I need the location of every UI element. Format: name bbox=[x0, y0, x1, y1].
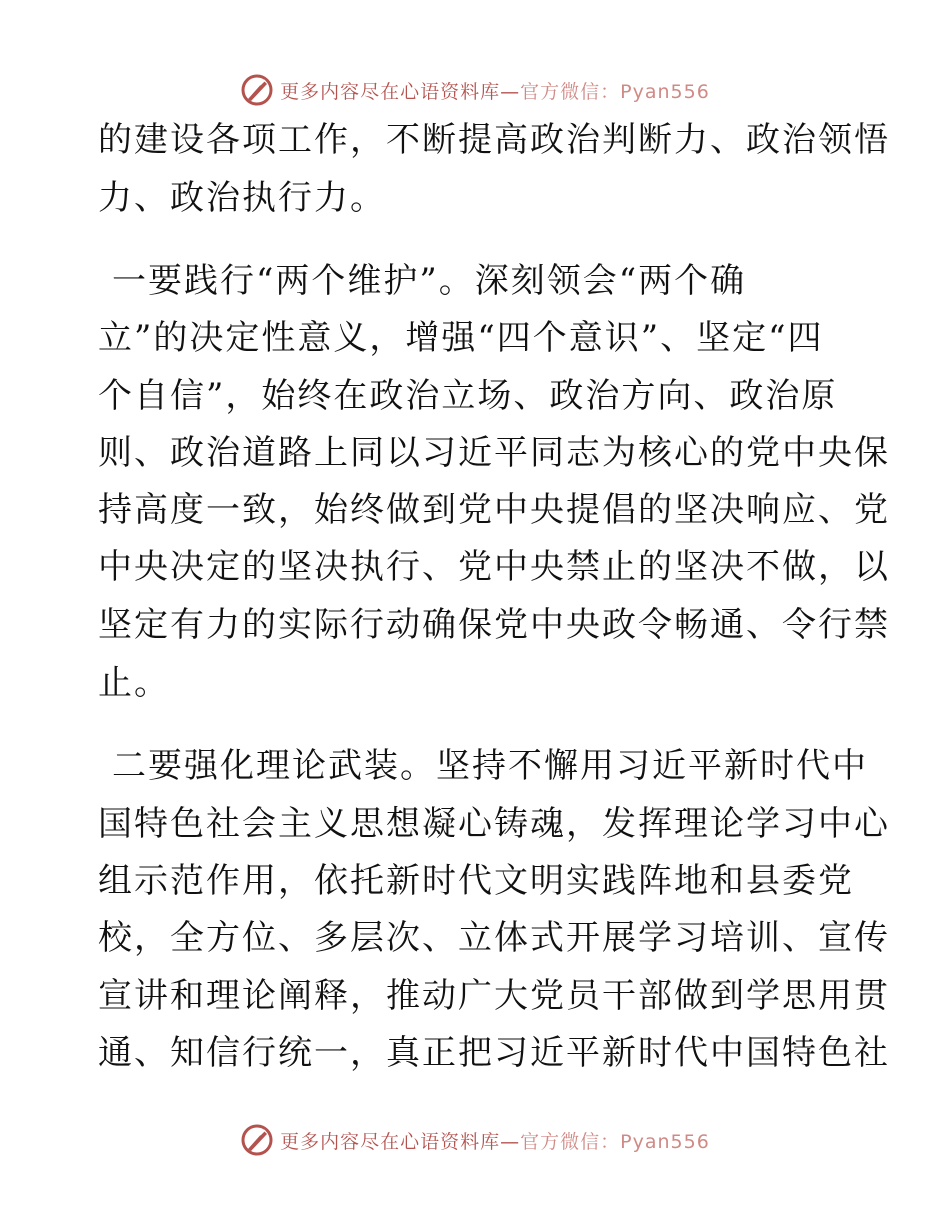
paragraph-line: 坚定有力的实际行动确保党中央政令畅通、令行禁 bbox=[98, 605, 890, 645]
header-banner bbox=[0, 70, 950, 110]
paragraph-line: 立”的决定性意义，增强“四个意识”、坚定“四 bbox=[98, 318, 824, 358]
paragraph-line: 一要践行“两个维护”。深刻领会“两个确 bbox=[112, 261, 747, 301]
paragraph-line: 力、政治执行力。 bbox=[98, 178, 386, 218]
paragraph-line: 个自信”，始终在政治立场、政治方向、政治原 bbox=[98, 376, 838, 416]
paragraph-line: 组示范作用，依托新时代文明实践阵地和县委党 bbox=[98, 861, 854, 901]
header-banner-text: 更多内容尽在心语资料库—官方微信：Pyan556 bbox=[280, 80, 710, 103]
paragraph-line: 国特色社会主义思想凝心铸魂，发挥理论学习中心 bbox=[98, 804, 890, 844]
paragraph-line: 止。 bbox=[98, 663, 170, 703]
quill-pen-circle-icon bbox=[240, 1123, 274, 1157]
quill-pen-circle-icon bbox=[240, 73, 274, 107]
paragraph-line: 宣讲和理论阐释，推动广大党员干部做到学思用贯 bbox=[98, 976, 890, 1016]
footer-banner-text: 更多内容尽在心语资料库—官方微信：Pyan556 bbox=[280, 1130, 710, 1153]
paragraph-line: 则、政治道路上同以习近平同志为核心的党中央保 bbox=[98, 433, 890, 473]
paragraph-line: 持高度一致，始终做到党中央提倡的坚决响应、党 bbox=[98, 490, 890, 530]
footer-banner bbox=[0, 1120, 950, 1160]
paragraph-line: 通、知信行统一，真正把习近平新时代中国特色社 bbox=[98, 1033, 890, 1073]
paragraph-line: 中央决定的坚决执行、党中央禁止的坚决不做，以 bbox=[98, 547, 890, 587]
paragraph-line: 二要强化理论武装。坚持不懈用习近平新时代中 bbox=[112, 746, 868, 786]
paragraph-line: 校，全方位、多层次、立体式开展学习培训、宣传 bbox=[98, 918, 890, 958]
paragraph-line: 的建设各项工作，不断提高政治判断力、政治领悟 bbox=[98, 120, 890, 160]
